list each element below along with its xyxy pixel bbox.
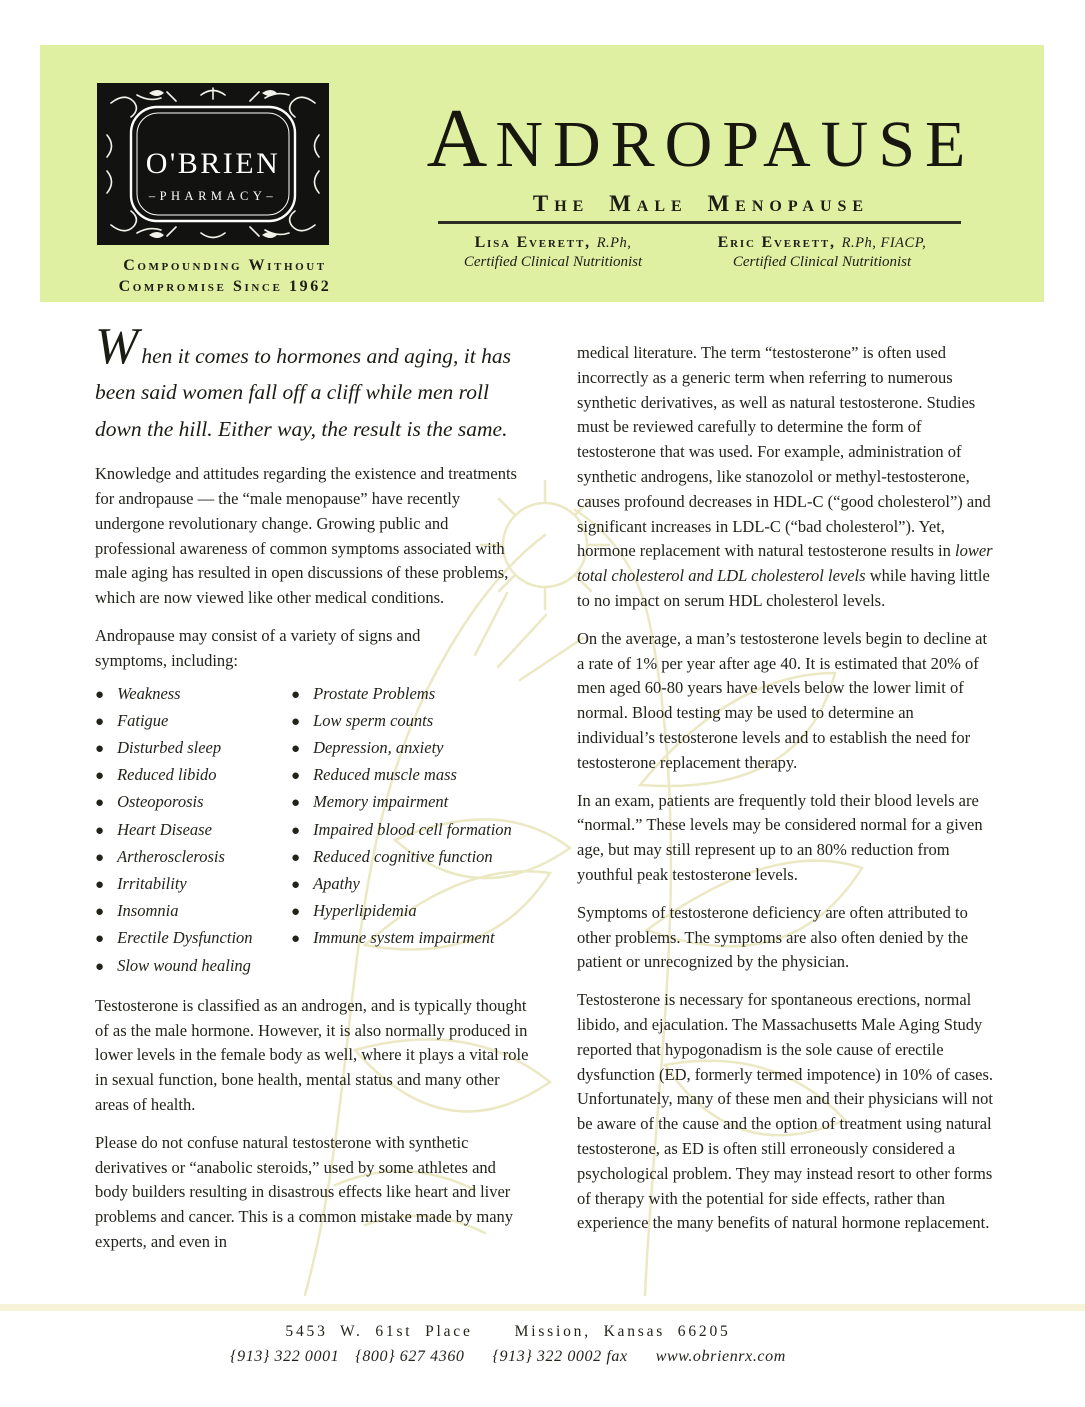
symptom-label: Apathy — [313, 874, 360, 894]
bullet-icon: ● — [95, 741, 105, 757]
symptom-item — [291, 762, 531, 789]
bullet-icon: ● — [291, 877, 301, 894]
bullet-icon: ● — [95, 849, 105, 866]
paragraph-normal-levels: In an exam, patients are frequently told their blood levels are “normal.” These levels may be considered normal for a given age, but may still represent up to an 80% reduction from youthful peak testosterone levels. — [577, 790, 983, 884]
symptom-item — [291, 681, 531, 708]
footer-website: www.obrienrx.com — [655, 1348, 786, 1365]
footer — [0, 1323, 1016, 1366]
symptom-item — [95, 735, 291, 762]
symptom-item — [95, 953, 291, 980]
symptom-label: Reduced libido — [117, 765, 217, 785]
pharmacy-logo — [97, 83, 329, 245]
symptom-item — [291, 735, 531, 762]
paragraph-anabolic-warning: Please do not confuse natural testosterone with synthetic derivatives or “anabolic steroids,” used by some athletes and body builders resulting in disastrous effects like heart and liver problems and cancer. This is a common mistake made by many experts, and even in — [95, 1132, 514, 1251]
bullet-icon: ● — [291, 931, 301, 948]
symptom-label: Immune system impairment — [313, 928, 495, 948]
footer-address-line — [0, 1323, 1016, 1341]
symptom-item — [291, 898, 531, 925]
bullet-icon: ● — [291, 822, 301, 839]
tagline-line2: Compromise Since 1962 — [118, 278, 332, 295]
symptom-item — [95, 708, 291, 735]
paragraph-symptoms-lead: Andropause may consist of a variety of signs and symptoms, including: — [95, 626, 421, 670]
symptom-label: Impaired blood cell formation — [313, 819, 512, 839]
bullet-icon: ● — [95, 931, 105, 948]
author-block-eric — [672, 234, 972, 271]
symptom-item — [95, 762, 291, 789]
bullet-icon: ● — [291, 686, 301, 703]
symptom-item — [95, 681, 291, 708]
symptom-label: Reduced muscle mass — [313, 765, 457, 785]
symptom-label: Osteoporosis — [117, 792, 204, 812]
paragraph-deficiency-symptoms: Symptoms of testosterone deficiency are often attributed to other problems. The symptoms are also often denied by the patient or unrecognized by the physician. — [577, 902, 969, 972]
symptom-item — [291, 871, 531, 898]
symptom-item — [95, 898, 291, 925]
author-title: Certified Clinical Nutritionist — [732, 254, 912, 270]
symptom-label: Disturbed sleep — [117, 738, 222, 757]
bullet-icon: ● — [95, 877, 105, 894]
symptom-item — [291, 817, 531, 844]
page-subtitle: The Male Menopause — [532, 191, 870, 216]
symptom-item — [95, 844, 291, 871]
tagline-line1: Compounding Without — [123, 257, 327, 274]
author-credential: R.Ph, — [596, 235, 632, 251]
symptom-item — [95, 817, 291, 844]
footer-fax: {913} 322 0002 fax — [492, 1348, 628, 1365]
symptom-item — [95, 789, 291, 816]
symptom-label: Memory impairment — [313, 792, 449, 812]
author-credential: R.Ph, FIACP, — [841, 235, 927, 251]
symptom-item — [291, 844, 531, 871]
footer-phone: {913} 322 0001 — [230, 1348, 340, 1365]
symptom-label: Low sperm counts — [313, 710, 434, 730]
bullet-icon: ● — [95, 686, 105, 703]
footer-separator — [0, 1304, 1085, 1311]
bullet-icon: ● — [95, 768, 105, 785]
header-band — [40, 45, 1044, 302]
intro-paragraph — [95, 318, 531, 447]
logo-subtitle: –PHARMACY– — [148, 189, 278, 203]
symptom-label: Fatigue — [117, 710, 169, 730]
bullet-icon: ● — [291, 849, 301, 866]
paragraph-medical-literature — [577, 341, 994, 614]
bullet-icon: ● — [291, 768, 301, 785]
paragraph-emphasis: lower total cholesterol and LDL cholesterol levels — [577, 541, 993, 586]
intro-text: hen it comes to hormones and aging, it has been said women fall off a cliff while men roll down the hill. Either way, the result is the same. — [95, 344, 511, 441]
bullet-icon: ● — [95, 713, 105, 730]
bullet-icon: ● — [291, 795, 301, 812]
paragraph-decline-rate: On the average, a man’s testosterone levels begin to decline at a rate of 1% per year after age 40. It is estimated that 20% of men aged 60-80 years have levels below the lower limit of normal. Blood testing may be used to determine an individual’s testosterone levels and to establish the need for testosterone replacement therapy. — [577, 628, 988, 772]
symptoms-list — [95, 681, 531, 980]
symptoms-column-2 — [291, 681, 531, 980]
symptom-label: Hyperlipidemia — [313, 901, 417, 921]
title-divider-rule — [438, 221, 961, 224]
symptom-item — [95, 925, 291, 952]
paragraph-male-aging-study: Testosterone is necessary for spontaneous erections, normal libido, and ejaculation. The Massachusetts Male Aging Study reported that hypogonadism is the sole cause of erectile dysfunction (ED, formerly termed impotence) in 10% of cases. Unfortunately, many of these men and their physicians will not be aware of the cause and the option of treatment using natural testosterone, as ED is often still erroneously considered a psychological problem. They may instead resort to other forms of therapy with the potential for side effects, rather than experience the many benefits of natural hormone replacement. — [577, 990, 994, 1233]
title-block — [370, 45, 1032, 217]
bullet-icon: ● — [291, 904, 301, 921]
title-initial: A — [426, 92, 496, 185]
symptom-label: Heart Disease — [117, 819, 212, 839]
author-block-lisa — [403, 234, 703, 271]
footer-tollfree-phone: {800} 627 4360 — [355, 1348, 465, 1365]
bullet-icon: ● — [95, 958, 105, 975]
symptom-label: Insomnia — [117, 901, 179, 921]
bullet-icon: ● — [291, 713, 301, 730]
symptom-label: Artherosclerosis — [117, 846, 225, 866]
drop-cap: W — [95, 318, 139, 375]
footer-street-address: 5453 W. 61st Place — [285, 1323, 473, 1340]
symptom-item — [95, 871, 291, 898]
symptom-item — [291, 925, 531, 952]
logo-name: O'BRIEN — [145, 147, 281, 180]
paragraph-text: medical literature. The term “testosterone” is often used incorrectly as a generic term when referring to numerous synthetic derivatives, as well as natural testosterone. Studies must be reviewed carefully to determine the form of testosterone that was used. For example, administration of synthetic androgens, like stanozolol or methyl-testosterone, causes profound decreases in HDL-C (“good cholesterol”) and significant increases in LDL-C (“bad cholesterol”). Yet, hormone replacement with natural testosterone results in — [577, 343, 991, 561]
author-name: Lisa Everett, R.Ph, — [474, 234, 632, 251]
symptom-label: Erectile Dysfunction — [117, 928, 253, 948]
bullet-icon: ● — [95, 904, 105, 921]
pharmacy-tagline — [70, 255, 380, 297]
author-name: Eric Everett, R.Ph, FIACP, — [717, 234, 927, 251]
footer-contact-line — [0, 1348, 1016, 1366]
bullet-icon: ● — [291, 741, 301, 757]
symptoms-column-1 — [95, 681, 291, 980]
symptom-label: Slow wound healing — [117, 955, 251, 975]
right-column — [577, 341, 994, 1249]
symptom-label: Weakness — [117, 683, 181, 703]
page-title — [370, 45, 1032, 185]
title-rest: NDROPAUSE — [495, 108, 976, 181]
symptom-label: Depression, anxiety — [313, 738, 444, 757]
paragraph-knowledge: Knowledge and attitudes regarding the existence and treatments for andropause — the “male menopause” have recently undergone revolutionary change. Growing public and professional awareness of common symptoms associated with male aging has resulted in open discussions of these problems, which are now viewed like other medical conditions. — [95, 464, 517, 608]
symptom-label: Prostate Problems — [313, 683, 436, 703]
author-title: Certified Clinical Nutritionist — [463, 254, 643, 270]
left-column — [95, 318, 531, 1268]
bullet-icon: ● — [95, 822, 105, 839]
paragraph-testosterone-androgen: Testosterone is classified as an androgen, and is typically thought of as the male hormone. However, it is also normally produced in lower levels in the female body as well, where it plays a vital role in sexual function, bone health, mental status and many other areas of health. — [95, 995, 529, 1115]
symptom-item — [291, 708, 531, 735]
symptom-item — [291, 789, 531, 816]
symptom-label: Irritability — [117, 874, 187, 894]
footer-city-state-zip: Mission, Kansas 66205 — [514, 1323, 731, 1340]
paragraph-text: while having little to no impact on serum HDL cholesterol levels. — [577, 566, 990, 610]
symptom-label: Reduced cognitive function — [313, 846, 493, 866]
bullet-icon: ● — [95, 795, 105, 812]
